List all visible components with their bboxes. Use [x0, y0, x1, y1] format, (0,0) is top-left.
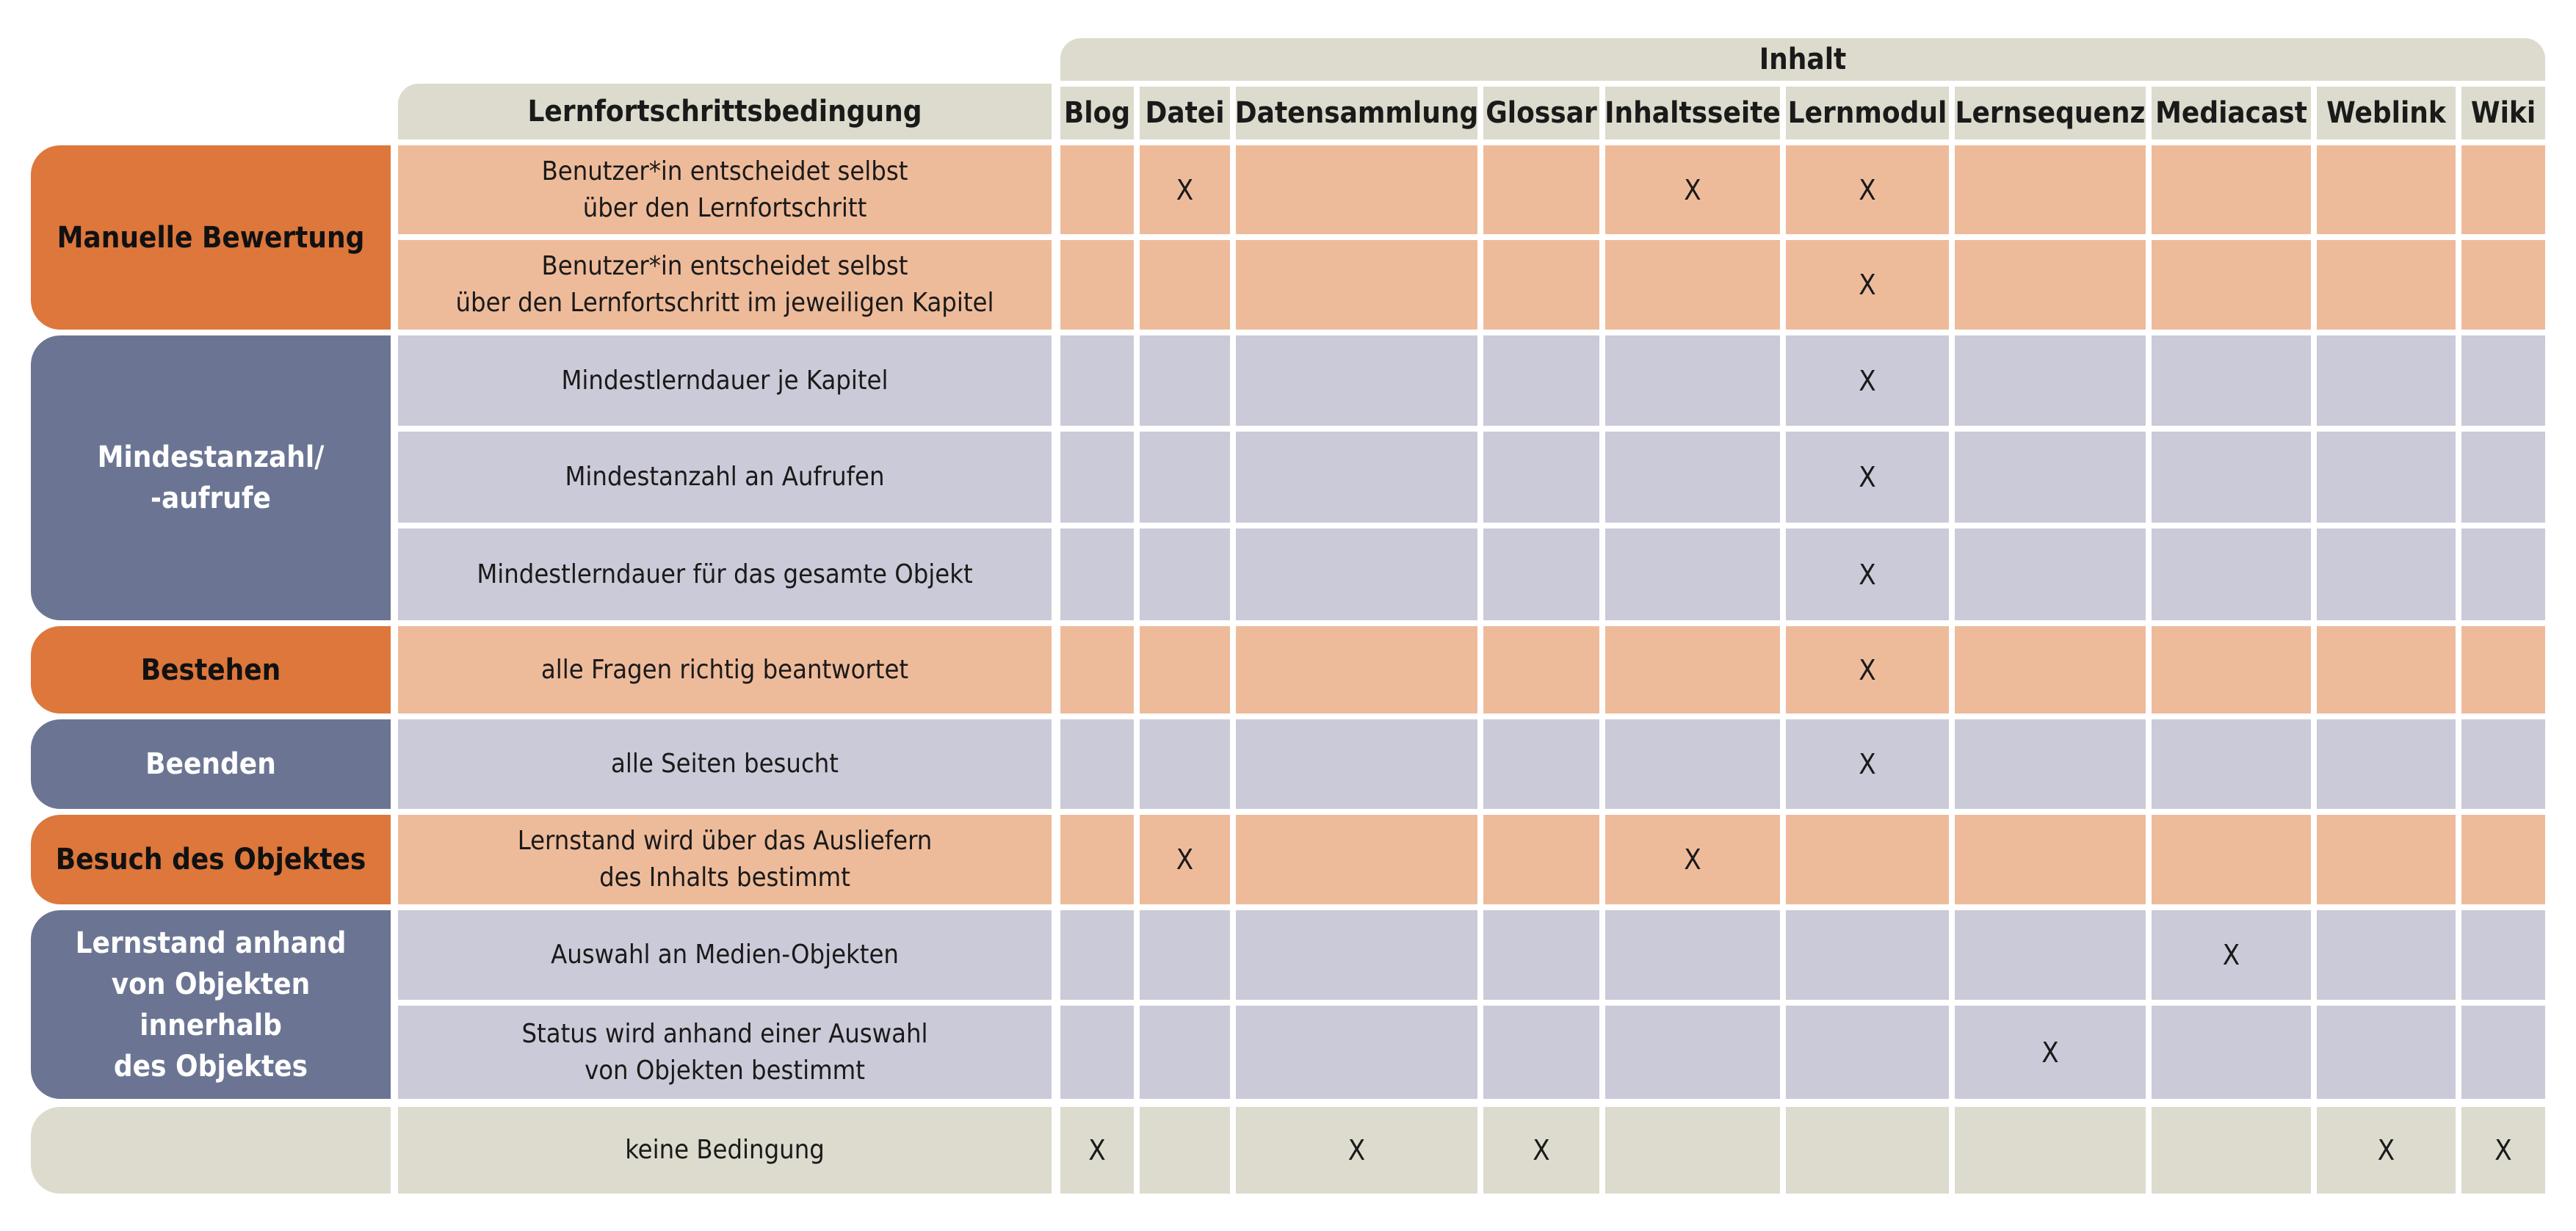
mark-cell-lernsequenz — [1955, 815, 2146, 904]
mark-cell-weblink — [2317, 719, 2456, 809]
mark-cell-datensammlung-text: X — [1347, 1134, 1366, 1166]
condition-cell-text: Status wird anhand einer Auswahl von Objekten bestimmt — [521, 1018, 928, 1086]
mark-cell-datensammlung — [1236, 432, 1477, 523]
mark-cell-lernmodul — [1786, 815, 1949, 904]
condition-cell-text: alle Fragen richtig beantwortet — [540, 654, 909, 685]
mark-cell-weblink — [2317, 335, 2456, 426]
mark-cell-inhaltsseite — [1605, 719, 1780, 809]
column-header-datensammlung — [1236, 87, 1477, 139]
mark-cell-mediacast — [2152, 335, 2311, 426]
category-3 — [31, 719, 391, 809]
category-2 — [31, 626, 391, 713]
mark-cell-datei — [1140, 1107, 1230, 1194]
mark-cell-inhaltsseite — [1605, 335, 1780, 426]
mark-cell-blog — [1060, 626, 1134, 713]
column-header-glossar-text: Glossar — [1486, 96, 1597, 130]
mark-cell-wiki — [2461, 335, 2545, 426]
mark-cell-lernmodul — [1786, 145, 1949, 234]
mark-cell-datensammlung — [1236, 529, 1477, 620]
category-4-text: Besuch des Objektes — [55, 843, 366, 876]
mark-cell-wiki — [2461, 145, 2545, 234]
mark-cell-wiki — [2461, 910, 2545, 1000]
mark-cell-datensammlung — [1236, 335, 1477, 426]
mark-cell-weblink — [2317, 626, 2456, 713]
condition-header — [398, 84, 1052, 139]
mark-cell-inhaltsseite — [1605, 626, 1780, 713]
mark-cell-glossar — [1483, 145, 1599, 234]
mark-cell-inhaltsseite — [1605, 1107, 1780, 1194]
mark-cell-wiki — [2461, 626, 2545, 713]
mark-cell-datensammlung — [1236, 1107, 1477, 1194]
mark-cell-inhaltsseite — [1605, 529, 1780, 620]
mark-cell-glossar — [1483, 335, 1599, 426]
column-header-weblink — [2317, 87, 2456, 139]
mark-cell-lernmodul — [1786, 335, 1949, 426]
column-header-wiki — [2461, 87, 2545, 139]
mark-cell-weblink — [2317, 145, 2456, 234]
condition-cell-text: Mindestanzahl an Aufrufen — [565, 462, 885, 492]
mark-cell-glossar — [1483, 910, 1599, 1000]
content-header-text: Inhalt — [1759, 43, 1847, 76]
mark-cell-datei — [1140, 240, 1230, 330]
column-header-datei-text: Datei — [1145, 96, 1225, 130]
condition-cell — [398, 145, 1052, 234]
mark-cell-weblink — [2317, 240, 2456, 330]
condition-cell-text: Benutzer*in entscheidet selbst über den Lernfortschritt im jeweiligen Kapitel — [455, 251, 994, 318]
mark-cell-lernsequenz — [1955, 335, 2146, 426]
condition-cell — [398, 240, 1052, 330]
mark-cell-lernmodul-text: X — [1859, 653, 1876, 686]
mark-cell-blog — [1060, 1107, 1134, 1194]
mark-cell-lernsequenz — [1955, 1006, 2146, 1099]
mark-cell-glossar — [1483, 719, 1599, 809]
mark-cell-mediacast-text: X — [2222, 939, 2240, 971]
mark-cell-wiki — [2461, 1006, 2545, 1099]
mark-cell-glossar-text: X — [1533, 1134, 1550, 1166]
mark-cell-datensammlung — [1236, 815, 1477, 904]
mark-cell-lernmodul-text: X — [1859, 461, 1876, 493]
mark-cell-wiki — [2461, 1107, 2545, 1194]
mark-cell-lernsequenz-text: X — [2041, 1036, 2059, 1069]
mark-cell-glossar — [1483, 1107, 1599, 1194]
mark-cell-wiki-text: X — [2494, 1134, 2512, 1166]
mark-cell-datensammlung — [1236, 240, 1477, 330]
column-header-weblink-text: Weblink — [2326, 96, 2446, 130]
mark-cell-glossar — [1483, 1006, 1599, 1099]
mark-cell-glossar — [1483, 529, 1599, 620]
condition-cell — [398, 432, 1052, 523]
mark-cell-datei — [1140, 719, 1230, 809]
category-1 — [31, 335, 391, 620]
category-5-text: Lernstand anhand von Objekten innerhalb des Objektes — [75, 926, 347, 1083]
mark-cell-datei — [1140, 626, 1230, 713]
mark-cell-blog — [1060, 1006, 1134, 1099]
mark-cell-lernmodul — [1786, 432, 1949, 523]
mark-cell-datei — [1140, 1006, 1230, 1099]
mark-cell-weblink — [2317, 910, 2456, 1000]
mark-cell-datei — [1140, 145, 1230, 234]
column-header-lernmodul — [1786, 87, 1949, 139]
mark-cell-blog — [1060, 145, 1134, 234]
mark-cell-lernsequenz — [1955, 145, 2146, 234]
mark-cell-lernmodul — [1786, 910, 1949, 1000]
mark-cell-inhaltsseite-text: X — [1684, 173, 1701, 206]
mark-cell-inhaltsseite — [1605, 240, 1780, 330]
mark-cell-inhaltsseite — [1605, 432, 1780, 523]
mark-cell-blog — [1060, 432, 1134, 523]
mark-cell-mediacast — [2152, 910, 2311, 1000]
mark-cell-glossar — [1483, 432, 1599, 523]
mark-cell-blog — [1060, 910, 1134, 1000]
column-header-datei — [1140, 87, 1230, 139]
mark-cell-mediacast — [2152, 626, 2311, 713]
mark-cell-weblink — [2317, 432, 2456, 523]
mark-cell-inhaltsseite — [1605, 815, 1780, 904]
condition-cell-text: Mindestlerndauer für das gesamte Objekt — [477, 559, 973, 589]
condition-cell — [398, 1107, 1052, 1194]
mark-cell-lernsequenz — [1955, 626, 2146, 713]
column-header-lernsequenz-text: Lernsequenz — [1955, 96, 2146, 130]
mark-cell-lernmodul — [1786, 1006, 1949, 1099]
mark-cell-mediacast — [2152, 719, 2311, 809]
mark-cell-datensammlung — [1236, 910, 1477, 1000]
condition-cell — [398, 1006, 1052, 1099]
mark-cell-blog-text: X — [1088, 1134, 1106, 1166]
mark-cell-mediacast — [2152, 529, 2311, 620]
mark-cell-blog — [1060, 815, 1134, 904]
mark-cell-datensammlung — [1236, 719, 1477, 809]
condition-cell-text: alle Seiten besucht — [611, 749, 839, 779]
condition-cell-text: Benutzer*in entscheidet selbst über den Lernfortschritt — [541, 156, 908, 223]
mark-cell-datensammlung — [1236, 626, 1477, 713]
category-4 — [31, 815, 391, 904]
condition-cell-text: Lernstand wird über das Ausliefern des Inhalts bestimmt — [517, 826, 933, 893]
column-header-datensammlung-text: Datensammlung — [1234, 96, 1479, 130]
condition-cell — [398, 626, 1052, 713]
mark-cell-weblink — [2317, 529, 2456, 620]
mark-cell-weblink — [2317, 1006, 2456, 1099]
condition-cell — [398, 529, 1052, 620]
condition-cell — [398, 335, 1052, 426]
mark-cell-lernmodul — [1786, 719, 1949, 809]
mark-cell-datei — [1140, 529, 1230, 620]
mark-cell-blog — [1060, 719, 1134, 809]
mark-cell-mediacast — [2152, 1006, 2311, 1099]
mark-cell-lernsequenz — [1955, 240, 2146, 330]
mark-cell-inhaltsseite — [1605, 1006, 1780, 1099]
column-header-mediacast — [2152, 87, 2311, 139]
column-header-lernsequenz — [1955, 87, 2146, 139]
mark-cell-datei — [1140, 910, 1230, 1000]
category-3-text: Beenden — [145, 747, 276, 781]
column-header-inhaltsseite-text: Inhaltsseite — [1604, 96, 1781, 130]
condition-cell — [398, 719, 1052, 809]
mark-cell-glossar — [1483, 815, 1599, 904]
mark-cell-datei-text: X — [1176, 173, 1194, 206]
mark-cell-glossar — [1483, 626, 1599, 713]
mark-cell-mediacast — [2152, 815, 2311, 904]
category-0-text: Manuelle Bewertung — [57, 220, 365, 255]
column-header-wiki-text: Wiki — [2470, 96, 2536, 130]
category-0 — [31, 145, 391, 330]
mark-cell-mediacast — [2152, 1107, 2311, 1194]
condition-header-text: Lernfortschrittsbedingung — [527, 95, 922, 128]
mark-cell-wiki — [2461, 815, 2545, 904]
mark-cell-wiki — [2461, 529, 2545, 620]
category-5 — [31, 910, 391, 1099]
mark-cell-blog — [1060, 529, 1134, 620]
mark-cell-datei-text: X — [1176, 843, 1194, 876]
mark-cell-lernmodul-text: X — [1859, 558, 1876, 591]
column-header-blog — [1060, 87, 1134, 139]
mark-cell-lernsequenz — [1955, 719, 2146, 809]
column-header-blog-text: Blog — [1063, 96, 1131, 130]
mark-cell-wiki — [2461, 719, 2545, 809]
column-header-glossar — [1483, 87, 1599, 139]
mark-cell-wiki — [2461, 240, 2545, 330]
mark-cell-datei — [1140, 432, 1230, 523]
mark-cell-lernsequenz — [1955, 529, 2146, 620]
mark-cell-datensammlung — [1236, 145, 1477, 234]
mark-cell-datensammlung — [1236, 1006, 1477, 1099]
mark-cell-lernsequenz — [1955, 1107, 2146, 1194]
mark-cell-lernmodul-text: X — [1859, 748, 1876, 780]
category-2-text: Bestehen — [140, 653, 281, 687]
category-1-text: Mindestanzahl/ -aufrufe — [97, 440, 325, 515]
category-6 — [31, 1107, 391, 1194]
mark-cell-inhaltsseite — [1605, 910, 1780, 1000]
mark-cell-lernmodul — [1786, 1107, 1949, 1194]
mark-cell-lernmodul-text: X — [1859, 269, 1876, 301]
column-header-lernmodul-text: Lernmodul — [1787, 96, 1947, 130]
mark-cell-blog — [1060, 335, 1134, 426]
condition-cell — [398, 815, 1052, 904]
mark-cell-lernmodul-text: X — [1859, 364, 1876, 397]
condition-cell-text: Auswahl an Medien-Objekten — [551, 940, 899, 970]
mark-cell-weblink — [2317, 1107, 2456, 1194]
condition-cell-text: keine Bedingung — [625, 1135, 825, 1165]
condition-cell — [398, 910, 1052, 1000]
mark-cell-inhaltsseite-text: X — [1684, 843, 1701, 876]
mark-cell-mediacast — [2152, 432, 2311, 523]
mark-cell-lernsequenz — [1955, 432, 2146, 523]
mark-cell-glossar — [1483, 240, 1599, 330]
mark-cell-lernmodul — [1786, 240, 1949, 330]
mark-cell-lernsequenz — [1955, 910, 2146, 1000]
mark-cell-lernmodul — [1786, 626, 1949, 713]
mark-cell-lernmodul — [1786, 529, 1949, 620]
mark-cell-mediacast — [2152, 145, 2311, 234]
condition-cell-text: Mindestlerndauer je Kapitel — [561, 365, 889, 396]
mark-cell-inhaltsseite — [1605, 145, 1780, 234]
mark-cell-blog — [1060, 240, 1134, 330]
mark-cell-weblink — [2317, 815, 2456, 904]
mark-cell-datei — [1140, 815, 1230, 904]
column-header-inhaltsseite — [1605, 87, 1780, 139]
content-header — [1060, 38, 2545, 81]
mark-cell-lernmodul-text: X — [1859, 173, 1876, 206]
mark-cell-wiki — [2461, 432, 2545, 523]
mark-cell-weblink-text: X — [2377, 1134, 2395, 1166]
column-header-mediacast-text: Mediacast — [2155, 96, 2307, 130]
mark-cell-datei — [1140, 335, 1230, 426]
mark-cell-mediacast — [2152, 240, 2311, 330]
